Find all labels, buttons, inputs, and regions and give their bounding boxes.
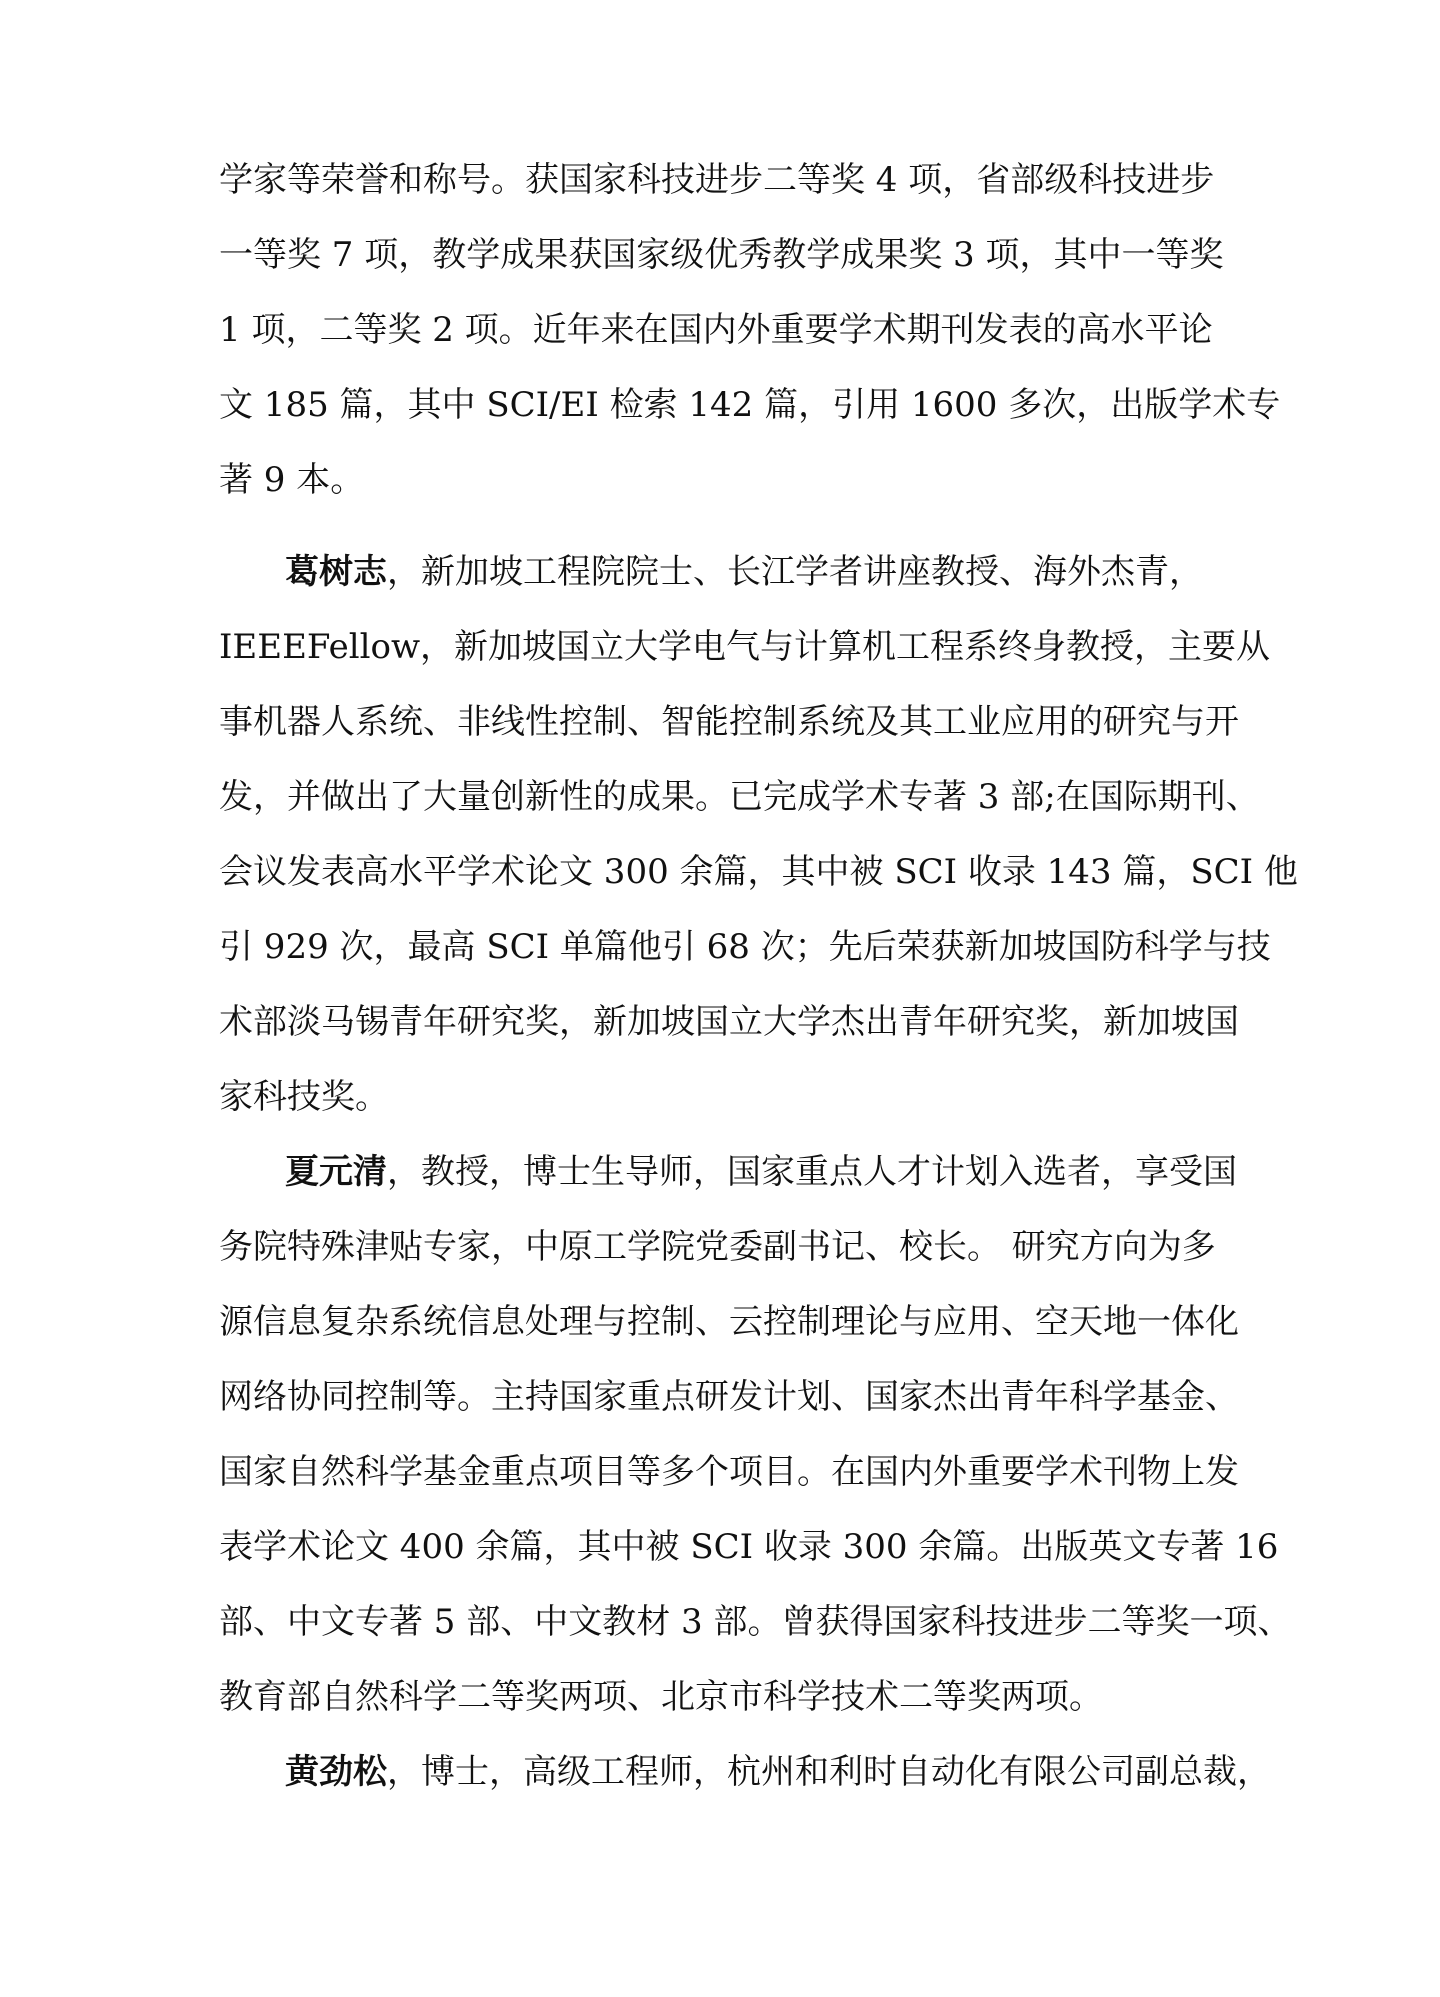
paragraph-first-line: [285, 1152, 1237, 1192]
text-line: 文 185 篇，其中 SCI/EI 检索 142 篇，引用 1600 多次，出版学术专: [219, 385, 1281, 425]
text-line: 发，并做出了大量创新性的成果。已完成学术专著 3 部;在国际期刊、: [219, 777, 1260, 817]
text-line: 国家自然科学基金重点项目等多个项目。在国内外重要学术刊物上发: [219, 1452, 1239, 1492]
person-name: 黄劲松: [285, 1752, 387, 1792]
text-span: ，博士，高级工程师，杭州和利时自动化有限公司副总裁，: [387, 1752, 1271, 1792]
text-line: IEEEFellow，新加坡国立大学电气与计算机工程系终身教授，主要从: [219, 627, 1271, 667]
text-line: 1 项，二等奖 2 项。近年来在国内外重要学术期刊发表的高水平论: [219, 310, 1213, 350]
person-name: 葛树志: [285, 552, 387, 592]
text-line: 源信息复杂系统信息处理与控制、云控制理论与应用、空天地一体化: [219, 1302, 1239, 1342]
text-span: ，教授，博士生导师，国家重点人才计划入选者，享受国: [387, 1152, 1237, 1192]
text-line: 著 9 本。: [219, 460, 365, 500]
text-line: 网络协同控制等。主持国家重点研发计划、国家杰出青年科学基金、: [219, 1377, 1239, 1417]
text-line: 务院特殊津贴专家，中原工学院党委副书记、校长。 研究方向为多: [219, 1227, 1216, 1267]
paragraph-first-line: [285, 552, 1203, 592]
person-name: 夏元清: [285, 1152, 387, 1192]
paragraph-first-line: [285, 1752, 1271, 1792]
text-line: 表学术论文 400 余篇，其中被 SCI 收录 300 余篇。出版英文专著 16: [219, 1527, 1279, 1567]
text-span: ，新加坡工程院院士、长江学者讲座教授、海外杰青，: [387, 552, 1203, 592]
text-line: 事机器人系统、非线性控制、智能控制系统及其工业应用的研究与开: [219, 702, 1239, 742]
text-line: 术部淡马锡青年研究奖，新加坡国立大学杰出青年研究奖，新加坡国: [219, 1002, 1239, 1042]
text-line: 引 929 次，最高 SCI 单篇他引 68 次；先后荣获新加坡国防科学与技: [219, 927, 1271, 967]
text-line: 学家等荣誉和称号。获国家科技进步二等奖 4 项，省部级科技进步: [219, 160, 1215, 200]
text-line: 会议发表高水平学术论文 300 余篇，其中被 SCI 收录 143 篇，SCI 他: [219, 852, 1298, 892]
text-line: 家科技奖。: [219, 1077, 389, 1117]
text-line: 部、中文专著 5 部、中文教材 3 部。曾获得国家科技进步二等奖一项、: [219, 1602, 1292, 1642]
text-line: 一等奖 7 项，教学成果获国家级优秀教学成果奖 3 项，其中一等奖: [219, 235, 1224, 275]
text-line: 教育部自然科学二等奖两项、北京市科学技术二等奖两项。: [219, 1677, 1103, 1717]
